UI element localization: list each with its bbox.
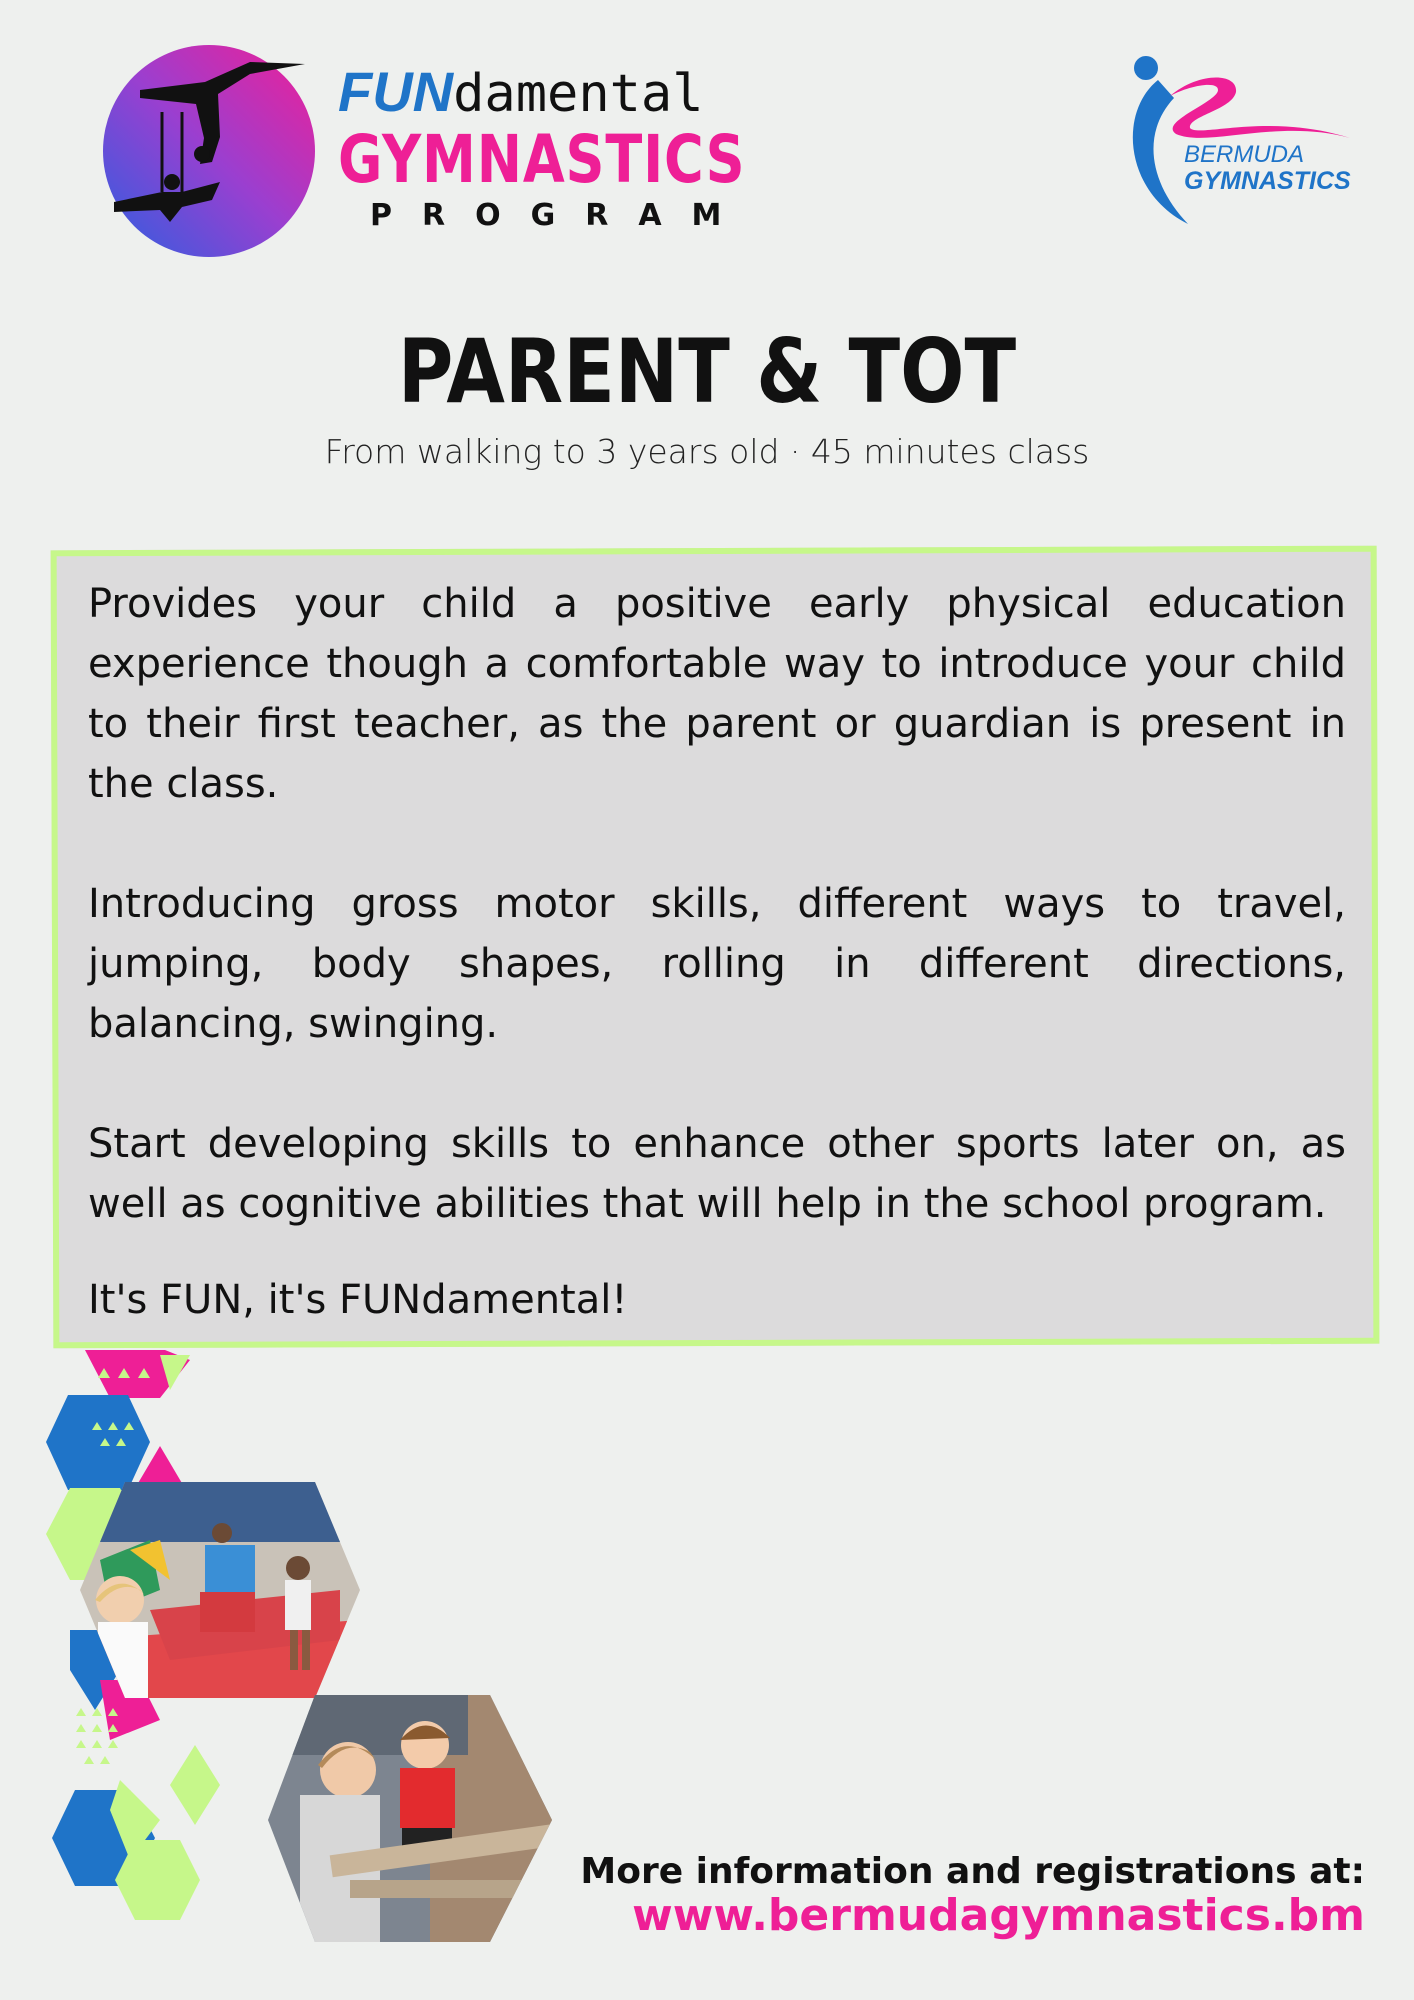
blue-hex-shape xyxy=(46,1395,150,1490)
footer-label: More information and registrations at: xyxy=(580,1851,1365,1892)
page-subtitle: From walking to 3 years old · 45 minutes class xyxy=(324,432,1090,471)
logo-program-text: PROGRAM xyxy=(370,198,752,233)
logo-fun-text: FUN xyxy=(338,60,454,123)
gymnastics-text: GYMNASTICS xyxy=(1184,167,1351,195)
bermuda-text: BERMUDA xyxy=(1184,141,1305,168)
logo-gymnastics-text: GYMNASTICS xyxy=(338,121,746,198)
tagline: It's FUN, it's FUNdamental! xyxy=(88,1277,628,1323)
bermuda-gymnastics-logo xyxy=(1118,52,1358,232)
bermuda-wordmark xyxy=(1184,142,1364,194)
info-paragraph-2: Introducing gross motor skills, different ways to travel, jumping, body shapes, rolling in different directions, balancing, swinging. xyxy=(88,881,1346,1047)
gymnastics-photo-2 xyxy=(268,1695,553,1942)
info-paragraph-3: Start developing skills to enhance other sports later on, as well as cognitive abilities that will help in the school program. xyxy=(88,1121,1346,1227)
gymnast-circle-logo-icon xyxy=(100,42,318,260)
info-paragraph-1: Provides your child a positive early physical education experience though a comfortable way to introduce your child to their first teacher, as the parent or guardian is present in the class. xyxy=(88,581,1346,807)
hexagon-decoration xyxy=(0,1340,600,1960)
page-title: PARENT & TOT xyxy=(397,320,1017,423)
logo-damental-text: damental xyxy=(453,64,704,124)
info-text xyxy=(88,574,1346,1330)
fundamental-logo xyxy=(100,42,752,262)
website-link[interactable]: www.bermudagymnastics.bm xyxy=(632,1890,1365,1941)
fundamental-wordmark xyxy=(338,60,752,236)
footer xyxy=(560,1852,1365,1940)
gymnastics-photo-1 xyxy=(80,1482,360,1698)
